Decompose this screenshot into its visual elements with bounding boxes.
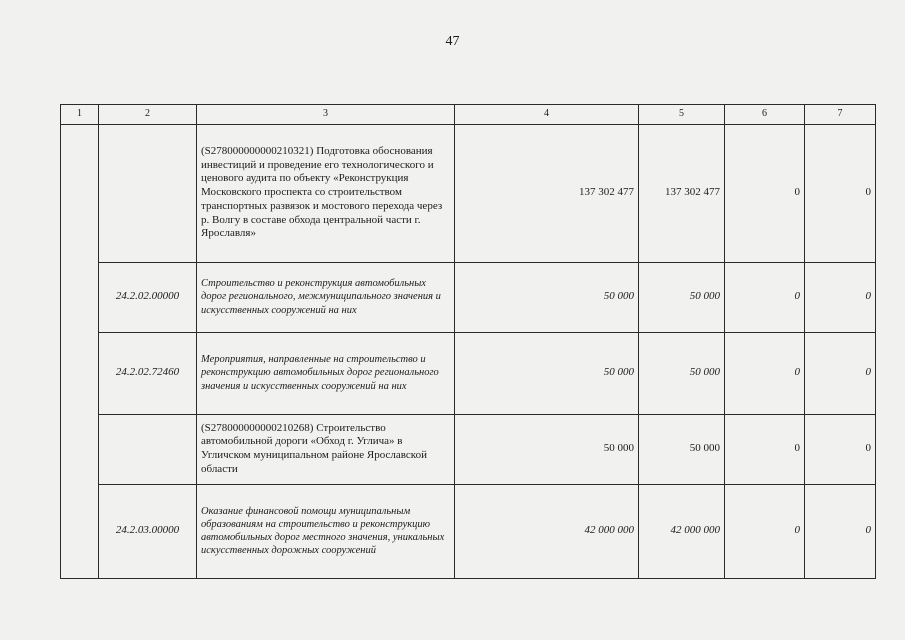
value-cell-6: 0 <box>725 414 805 484</box>
table-row <box>61 262 876 332</box>
value-cell-5: 50 000 <box>639 332 725 414</box>
name-cell: Мероприятия, направленные на строительство и реконструкцию автомобильных дорог регионального значения и искусственных сооружений на них <box>197 332 455 414</box>
page-number: 47 <box>445 34 460 49</box>
code-cell: 24.2.03.00000 <box>99 484 197 578</box>
table-row <box>61 124 876 262</box>
value-cell-7: 0 <box>805 124 876 262</box>
value-cell-6: 0 <box>725 262 805 332</box>
table-row <box>61 332 876 414</box>
value-cell-5: 42 000 000 <box>639 484 725 578</box>
value-cell-7: 0 <box>805 262 876 332</box>
value-cell-5: 50 000 <box>639 262 725 332</box>
code-cell <box>99 124 197 262</box>
name-cell: (S278000000000210321) Подготовка обоснования инвестиций и проведение его технологического и ценового аудита по объекту «Реконструкция Московского проспекта со строительством транспортных развязок и мостового перехода через р. Волгу в составе обхода центральной части г. Ярославля» <box>197 124 455 262</box>
table-row <box>61 414 876 484</box>
header-cell: 6 <box>725 105 805 125</box>
value-cell-4: 50 000 <box>455 414 639 484</box>
code-cell <box>99 414 197 484</box>
header-cell: 3 <box>197 105 455 125</box>
value-cell-4: 50 000 <box>455 332 639 414</box>
value-cell-6: 0 <box>725 124 805 262</box>
name-cell: Оказание финансовой помощи муниципальным образованиям на строительство и реконструкцию автомобильных дорог местного значения, уникальных искусственных дорожных сооружений <box>197 484 455 578</box>
value-cell-7: 0 <box>805 414 876 484</box>
table-row <box>61 484 876 578</box>
name-cell: Строительство и реконструкция автомобильных дорог регионального, межмуниципального значения и искусственных сооружений на них <box>197 262 455 332</box>
code-cell: 24.2.02.00000 <box>99 262 197 332</box>
name-cell: (S278000000000210268) Строительство автомобильной дороги «Обход г. Углича» в Угличском муниципальном районе Ярославской области <box>197 414 455 484</box>
value-cell-4: 137 302 477 <box>455 124 639 262</box>
budget-table <box>60 104 876 579</box>
column-1-cell <box>61 124 99 578</box>
value-cell-7: 0 <box>805 484 876 578</box>
value-cell-7: 0 <box>805 332 876 414</box>
value-cell-4: 42 000 000 <box>455 484 639 578</box>
value-cell-6: 0 <box>725 332 805 414</box>
value-cell-5: 137 302 477 <box>639 124 725 262</box>
header-cell: 7 <box>805 105 876 125</box>
table-header-row <box>61 105 876 125</box>
value-cell-4: 50 000 <box>455 262 639 332</box>
value-cell-5: 50 000 <box>639 414 725 484</box>
code-cell: 24.2.02.72460 <box>99 332 197 414</box>
header-cell: 5 <box>639 105 725 125</box>
header-cell: 2 <box>99 105 197 125</box>
value-cell-6: 0 <box>725 484 805 578</box>
header-cell: 1 <box>61 105 99 125</box>
header-cell: 4 <box>455 105 639 125</box>
